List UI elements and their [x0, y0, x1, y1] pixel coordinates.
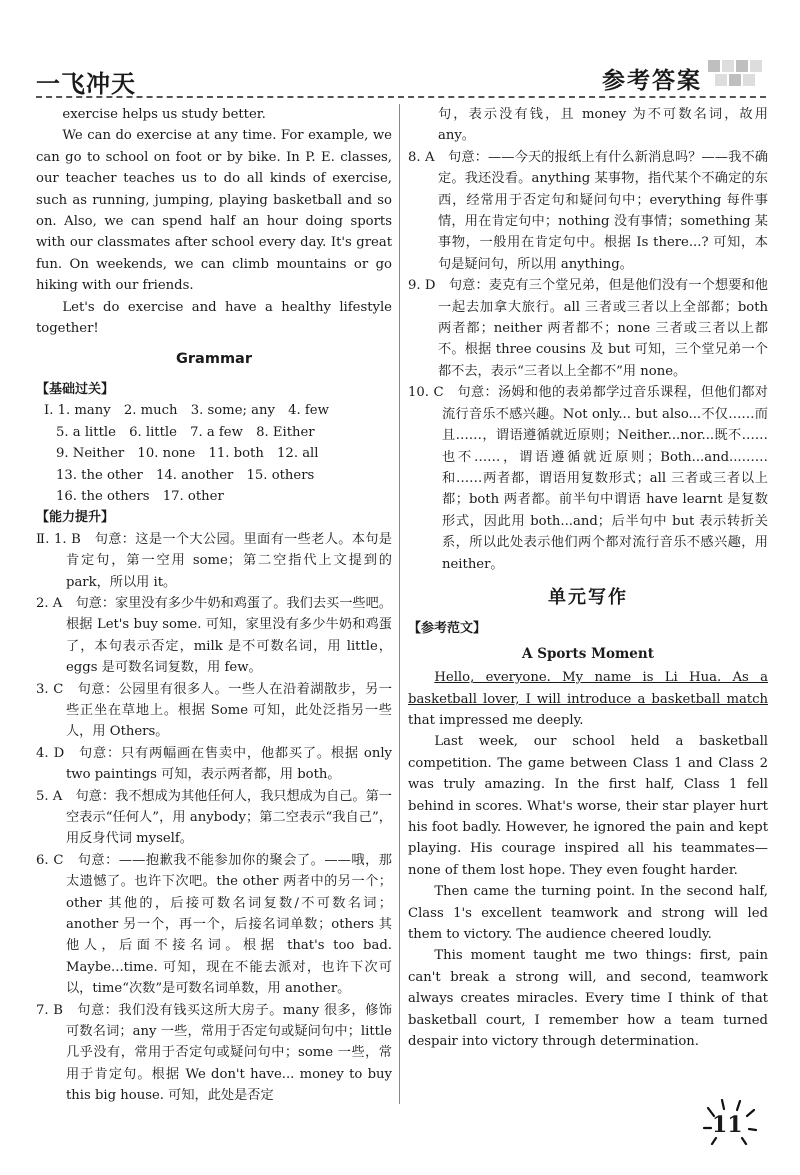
page-number: 11: [712, 1112, 743, 1138]
left-column: [36, 104, 392, 1107]
header-decoration-squares: [708, 60, 766, 92]
answer-row: 13. the other 14. another 15. others: [56, 467, 315, 483]
answer-item: Ⅱ. 1. B 句意：这是一个大公园。里面有一些老人。本句是肯定句，第一空用 some；第二空指代上文提到的 park，所以用 it。: [36, 531, 392, 590]
answer-item: 8. A 句意：——今天的报纸上有什么新消息吗？——我不确定。我还没看。anything 某事物，指代某个不确定的东西，经常用于否定句和疑问句中；everything 每件事情，用在肯定句中；nothing 没有事情；something 某事物，一般用在肯定句中。根据 Is there...? 可知，本句是疑问句，所以用 anything。: [408, 149, 768, 272]
improve-section-label: 【能力提升】: [36, 510, 115, 526]
answer-item: 7. B 句意：我们没有钱买这所大房子。many 很多，修饰可数名词；any 一些，常用于否定句或疑问句中；little 几乎没有，常用于否定句或疑问句中；some 一些，常用于肯定句。根据 We don't have... money to buy this big house. 可知，此处是否定: [36, 1002, 392, 1104]
page-header: [36, 56, 766, 100]
essay-paragraph: This moment taught me two things: first, pain can't break a strong will, and second, teamwork always creates miracles. Every time I think of that basketball court, I remember how a team turned despair into victory through determination.: [408, 948, 768, 1050]
essay-paragraph: We can do exercise at any time. For example, we can go to school on foot or by bike. In P. E. classes, our teacher teaches us to do all kinds of exercise, such as running, jumping, playing basketball and so on. Also, we can spend half an hour doing sports with our classmates after school every day. It's great fun. On weekends, we can climb mountains or go hiking with our friends.: [36, 128, 392, 294]
right-column: [408, 104, 768, 1052]
section-title: 参考答案: [602, 67, 702, 94]
essay-paragraph: Last week, our school held a basketball competition. The game between Class 1 and Class 2 was truly amazing. In the first half, Class 1 fell behind in scores. What's worse, their star player hurt his foot badly. However, he ignored the pain and kept playing. His courage inspired all his teammates—none of them lost hope. They even fought harder.: [408, 734, 768, 878]
unit-writing-heading: 单元写作: [548, 586, 628, 608]
header-rule: [36, 96, 766, 98]
answer-row: 16. the others 17. other: [56, 488, 224, 504]
answer-item: 4. D 句意：只有两幅画在售卖中，他都买了。根据 only two paintings 可知，表示两者都，用 both。: [36, 745, 392, 783]
answer-item: 2. A 句意：家里没有多少牛奶和鸡蛋了。我们去买一些吧。根据 Let's buy some. 可知，家里没有多少牛奶和鸡蛋了，本句表示否定，milk 是不可数名词，用 little，eggs 是可数名词复数，用 few。: [36, 595, 392, 676]
answer-row: Ⅰ. 1. many 2. much 3. some; any 4. few: [44, 403, 329, 419]
essay-title: A Sports Moment: [522, 645, 654, 662]
answer-item: 3. C 句意：公园里有很多人。一些人在沿着湖散步，另一些正坐在草地上。根据 Some 可知，此处泛指另一些人，用 Others。: [36, 681, 392, 740]
basic-section-label: 【基础过关】: [36, 381, 115, 397]
grammar-heading: Grammar: [176, 351, 252, 368]
answer-item: 9. D 句意：麦克有三个堂兄弟，但是他们没有一个想要和他一起去加拿大旅行。all 三者或三者以上全部都；both 两者都；neither 两者都不；none 三者或三者以上都不。根据 three cousins 及 but 可知，三个堂兄弟一个都不去，表示“三者以上全都不”用 none。: [408, 278, 768, 379]
answer-row: 5. a little 6. little 7. a few 8. Either: [56, 424, 315, 440]
answer-item-continued: 句，表示没有钱，且 money 为不可数名词，故用 any。: [438, 107, 768, 144]
answer-item: 5. A 句意：我不想成为其他任何人，我只想成为自己。第一空表示“任何人”，用 anybody；第二空表示“我自己”，用反身代词 myself。: [36, 788, 392, 847]
sample-essay-label: 【参考范文】: [408, 621, 487, 637]
answer-item: 6. C 句意：——抱歉我不能参加你的聚会了。——哦，那太遗憾了。也许下次吧。the other 两者中的另一个；other 其他的，后接可数名词复数/不可数名词；another 另一个，再一个，后接名词单数；others 其他人，后面不接名词。根据 that's too bad. Maybe...time. 可知，现在不能去派对，也许下次可以，time“次数”是可数名词单数，用 another。: [36, 852, 392, 997]
essay-text: that impressed me deeply.: [408, 712, 584, 728]
answer-item: 10. C 句意：汤姆和他的表弟都学过音乐课程，但他们都对流行音乐不感兴趣。Not only... but also...不仅……而且……，谓语遵循就近原则；Neither...nor...既不……也不……，谓语遵循就近原则；Both...and...……和……两者都，谓语用复数形式；all 三者或三者以上都；both 两者都。前半句中谓语 have learnt 是复数形式，因此用 both...and；后半句中 but 表示转折关系，所以此处表示他们两个都对流行音乐不感兴趣，用 neither。: [408, 385, 768, 572]
underlined-text: Hello, everyone. My name is Li Hua. As a basketball lover, I will introduce a basketball match: [408, 670, 768, 707]
answer-row: 9. Neither 10. none 11. both 12. all: [56, 446, 319, 462]
brand-logo: 一飞冲天: [36, 70, 136, 98]
essay-paragraph: exercise helps us study better.: [62, 107, 266, 122]
essay-paragraph: Let's do exercise and have a healthy lifestyle together!: [36, 299, 392, 337]
essay-paragraph: [408, 667, 768, 731]
essay-paragraph: Then came the turning point. In the second half, Class 1's excellent teamwork and strong will led them to victory. The audience cheered loudly.: [408, 884, 768, 943]
